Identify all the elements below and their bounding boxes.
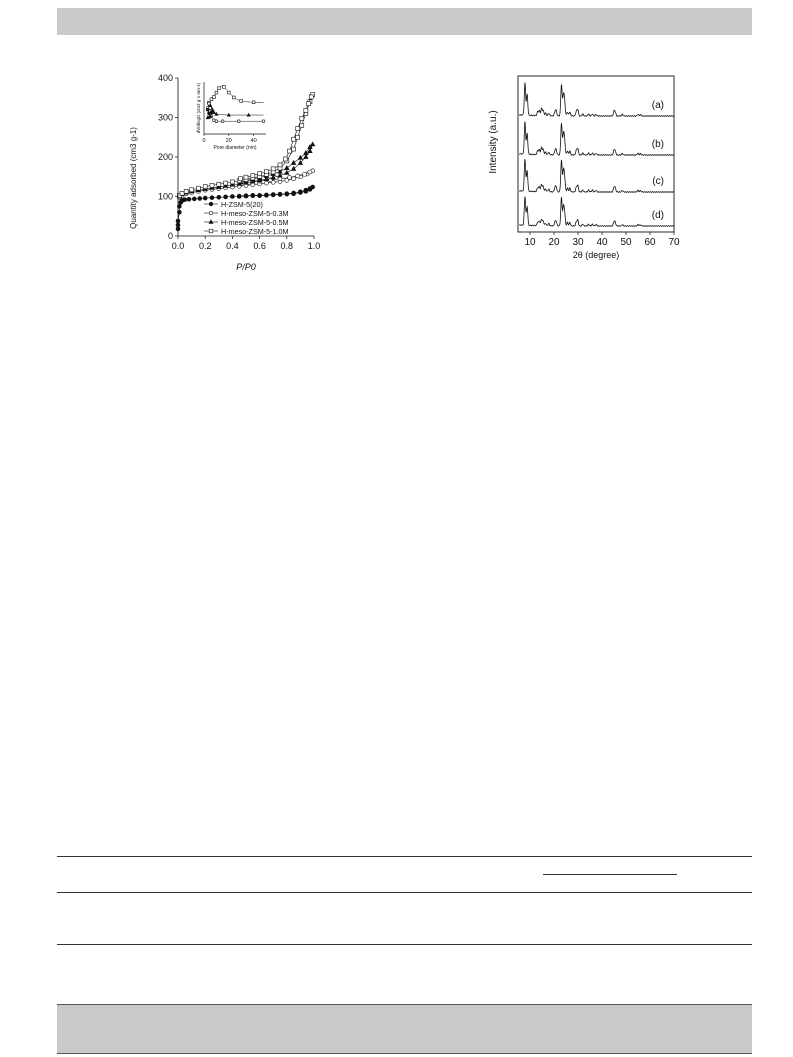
x-tick-label: 30 (572, 237, 584, 248)
desorption-point (278, 163, 282, 167)
y-tick-label: 300 (157, 112, 173, 123)
desorption-point (298, 155, 302, 159)
inset-point (240, 100, 243, 103)
x-tick-label: 0.4 (226, 241, 239, 251)
x-tick-label: 0.6 (253, 241, 266, 251)
desorption-point (298, 190, 302, 194)
adsorption-point (230, 195, 234, 199)
y-axis-label: Intensity (a.u.) (488, 110, 499, 174)
pattern-line (519, 122, 674, 156)
desorption-point (285, 192, 289, 196)
adsorption-point (196, 186, 200, 190)
x-tick-label: 50 (620, 237, 632, 248)
x-tick-label: 0.8 (280, 241, 294, 251)
inset-x-tick-label: 40 (250, 138, 257, 144)
adsorption-point (198, 196, 202, 200)
desorption-point (300, 116, 304, 120)
adsorption-point (300, 123, 304, 127)
inset-point (227, 91, 230, 94)
y-tick-label: 0 (167, 231, 173, 241)
desorption-point (302, 172, 306, 176)
desorption-point (291, 161, 295, 165)
desorption-point (283, 157, 287, 161)
adsorption-point (183, 198, 187, 202)
legend-marker (209, 202, 213, 206)
adsorption-point (224, 195, 228, 199)
adsorption-point (187, 197, 191, 201)
inset-point (215, 120, 218, 123)
x-tick-label: 0.2 (198, 241, 212, 251)
adsorption-point (310, 142, 314, 146)
adsorption-point (190, 188, 194, 192)
adsorption-point (203, 185, 207, 189)
table-top-rule (57, 856, 752, 857)
pattern-line (519, 197, 674, 227)
inset-x-tick-label: 20 (225, 138, 232, 144)
desorption-point (278, 192, 282, 196)
pattern-line (519, 83, 674, 117)
desorption-point (308, 170, 312, 174)
desorption-point (292, 191, 296, 195)
x-tick-label: 0.0 (171, 241, 185, 251)
inset-x-label: Pore diameter (nm) (213, 145, 257, 151)
inset-point (252, 101, 255, 104)
desorption-point (309, 95, 313, 99)
inset-point (262, 120, 265, 123)
legend-label: H-meso-ZSM-5-0.3M (221, 209, 289, 218)
pattern-label: (d) (651, 210, 664, 221)
adsorption-point (180, 191, 184, 195)
inset-background (204, 82, 266, 134)
adsorption-point (210, 196, 214, 200)
y-tick-label: 100 (157, 191, 173, 202)
adsorption-point (285, 170, 289, 174)
legend-label: H-meso-ZSM-5-0.5M (221, 218, 289, 227)
desorption-point (285, 166, 289, 170)
inset-point (232, 96, 235, 99)
y-tick-label: 400 (157, 73, 173, 83)
desorption-point (271, 167, 275, 171)
desorption-point (264, 170, 268, 174)
legend-label: H-meso-ZSM-5-1.0M (221, 227, 289, 236)
inset-point (206, 108, 209, 111)
adsorption-point (224, 181, 228, 185)
series-(c) (519, 159, 674, 192)
adsorption-point (192, 197, 196, 201)
desorption-point (244, 194, 248, 198)
inset-y-label: dV/dlogD (cm3 g-1 nm-1) (196, 82, 201, 134)
legend-label: H-ZSM-5(20) (221, 200, 263, 209)
x-tick-label: 70 (668, 237, 680, 248)
pattern-label: (a) (651, 100, 664, 111)
y-axis-label: Quantity adsorbed (cm3 g-1) (129, 127, 138, 229)
pattern-line (519, 159, 674, 192)
x-axis-label: P/P0 (236, 262, 256, 272)
desorption-point (304, 108, 308, 112)
desorption-point (292, 137, 296, 141)
inset-point (209, 115, 212, 118)
desorption-point (296, 127, 300, 131)
desorption-point (251, 174, 255, 178)
isotherm-chart (120, 70, 330, 280)
adsorption-point (217, 182, 221, 186)
adsorption-point (264, 181, 268, 185)
footer-bar (57, 1004, 752, 1054)
inset-x-tick-label: 0 (202, 138, 206, 144)
xrd-chart (480, 70, 690, 280)
inset-point (215, 91, 218, 94)
adsorption-point (217, 195, 221, 199)
inset-point (208, 102, 211, 105)
series-(a) (519, 83, 674, 117)
x-tick-label: 60 (644, 237, 656, 248)
header-bar (57, 8, 752, 35)
legend-marker (209, 211, 213, 215)
desorption-point (288, 176, 292, 180)
desorption-point (239, 177, 243, 181)
x-tick-label: 10 (524, 237, 536, 248)
series-(d) (519, 197, 674, 227)
desorption-point (296, 174, 300, 178)
y-tick-label: 200 (157, 152, 173, 162)
legend-marker (209, 229, 213, 233)
x-tick-label: 40 (596, 237, 608, 248)
desorption-point (271, 193, 275, 197)
desorption-point (304, 188, 308, 192)
table-header-rule (57, 892, 752, 893)
pattern-label: (c) (652, 176, 664, 187)
desorption-point (264, 193, 268, 197)
x-tick-label: 20 (548, 237, 560, 248)
inset-point (210, 111, 213, 114)
desorption-point (258, 193, 262, 197)
desorption-point (258, 172, 262, 176)
adsorption-point (292, 147, 296, 151)
adsorption-point (296, 135, 300, 139)
adsorption-point (184, 189, 188, 193)
inset-point (217, 87, 220, 90)
desorption-point (244, 175, 248, 179)
adsorption-point (230, 180, 234, 184)
series-(b) (519, 122, 674, 156)
x-axis-label: 2θ (degree) (572, 250, 620, 260)
x-tick-label: 1.0 (307, 241, 321, 251)
desorption-point (288, 149, 292, 153)
adsorption-point (210, 183, 214, 187)
inset-point (222, 85, 225, 88)
desorption-point (307, 102, 311, 106)
inset-point (237, 120, 240, 123)
inset-point (221, 120, 224, 123)
inset-point (213, 96, 216, 99)
pattern-label: (b) (651, 139, 664, 150)
table-bottom-rule (57, 944, 752, 945)
desorption-point (237, 194, 241, 198)
adsorption-point (291, 166, 295, 170)
desorption-point (251, 193, 255, 197)
desorption-point (308, 187, 312, 191)
adsorption-point (203, 196, 207, 200)
table-column-group-rule (543, 874, 677, 875)
legend-marker (209, 220, 213, 224)
